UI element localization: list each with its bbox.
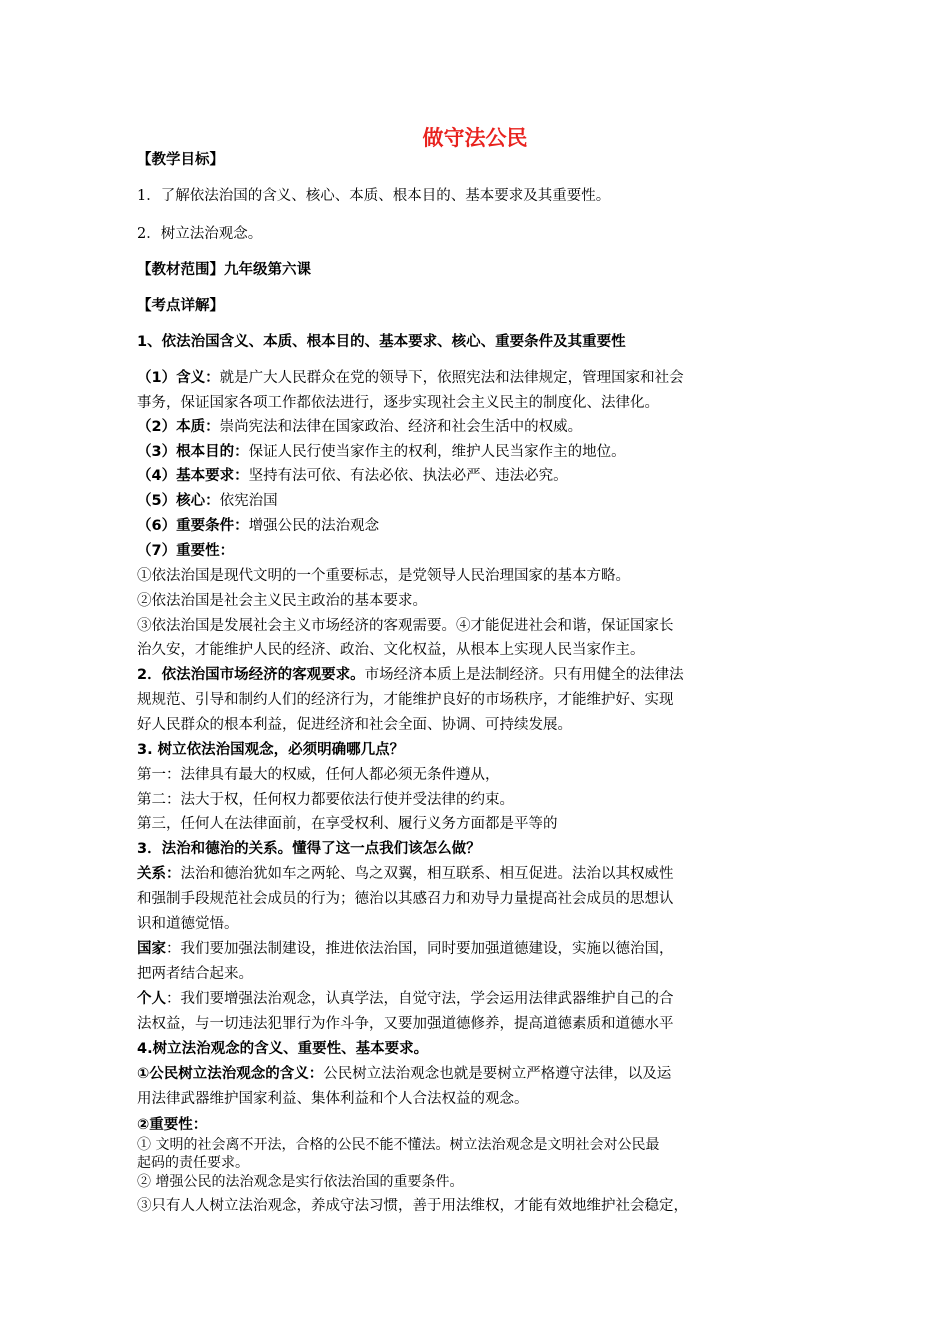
meaning-4-label: ①公民树立法治观念的含义： (137, 1066, 324, 1082)
section-1-heading: 1、依法治国含义、本质、根本目的、基本要求、核心、重要条件及其重要性 (137, 334, 626, 350)
details-heading: 【考点详解】 (137, 298, 224, 314)
section-2-heading: 2．依法治国市场经济的客观要求。 (137, 667, 365, 683)
person-label: 个人 (137, 991, 166, 1007)
relation-line-2: 和强制手段规范社会成员的行为；德治以其感召力和劝导力量提高社会成员的思想认 (137, 891, 674, 907)
relation-line-3: 识和道德觉悟。 (137, 916, 239, 932)
meaning-label: （1）含义： (137, 370, 220, 386)
section-2-line-3: 好人民群众的根本利益，促进经济和社会全面、协调、可持续发展。 (137, 717, 572, 733)
essence-line: （2）本质：崇尚宪法和法律在国家政治、经济和社会生活中的权威。 (137, 419, 583, 435)
section-2-line-1: 2．依法治国市场经济的客观要求。市场经济本质上是法制经济。只有用健全的法律法 (137, 667, 684, 683)
section-4-heading: 4.树立法治观念的含义、重要性、基本要求。 (137, 1041, 429, 1057)
meaning-4-line-2: 用法律武器维护国家利益、集体利益和个人合法权益的观念。 (137, 1091, 529, 1107)
importance-item-3: ③依法治国是发展社会主义市场经济的客观需要。④才能促进社会和谐，保证国家长 (137, 618, 674, 634)
meaning-line (137, 368, 684, 388)
document-title: 做守法公民 (422, 126, 528, 150)
range-line: 【教材范围】九年级第六课 (137, 262, 311, 278)
requirements-line: （4）基本要求：坚持有法可依、有法必依、执法必严、违法必究。 (137, 468, 568, 484)
core-line: （5）核心：依宪治国 (137, 493, 278, 509)
section-2-line-2: 规规范、引导和制约人们的经济行为，才能维护良好的市场秩序，才能维护好、实现 (137, 692, 674, 708)
importance-4-label: ②重要性： (137, 1117, 208, 1133)
importance-item-1: ①依法治国是现代文明的一个重要标志，是党领导人民治理国家的基本方略。 (137, 568, 630, 584)
person-line-2: 法权益，与一切违法犯罪行为作斗争，又要加强道德修养，提高道德素质和道德水平 (137, 1016, 674, 1032)
goals-heading: 【教学目标】 (137, 152, 224, 168)
nation-line-2: 把两者结合起来。 (137, 966, 253, 982)
section-3b-heading: 3．法治和德治的关系。懂得了这一点我们该怎么做？ (137, 841, 481, 857)
importance-item-2: ②依法治国是社会主义民主政治的基本要求。 (137, 593, 427, 609)
section-3-point-1: 第一：法律具有最大的权威，任何人都必须无条件遵从， (137, 767, 500, 783)
relation-line-1: 关系：法治和德治犹如车之两轮、鸟之双翼，相互联系、相互促进。法治以其权威性 (137, 866, 674, 882)
importance-4-item-2: ② 增强公民的法治观念是实行依法治国的重要条件。 (137, 1174, 464, 1190)
importance-label: （7）重要性： (137, 543, 235, 559)
relation-label: 关系： (137, 866, 181, 882)
meaning-4-line-1: ①公民树立法治观念的含义：公民树立法治观念也就是要树立严格遵守法律，以及运 (137, 1066, 672, 1082)
importance-item-3-cont: 治久安，才能维护人民的经济、政治、文化权益，从根本上实现人民当家作主。 (137, 642, 645, 658)
meaning-text: 就是广大人民群众在党的领导下，依照宪法和法律规定，管理国家和社会 (219, 370, 684, 386)
meaning-line-2: 事务，保证国家各项工作都依法进行，逐步实现社会主义民主的制度化、法律化。 (137, 395, 659, 411)
nation-line-1: 国家：我们要加强法制建设，推进依法治国，同时要加强道德建设，实施以德治国， (137, 941, 674, 957)
importance-4-item-1: ① 文明的社会离不开法，合格的公民不能不懂法。树立法治观念是文明社会对公民最 (137, 1137, 660, 1153)
section-3-point-3: 第三，任何人在法律面前，在享受权利、履行义务方面都是平等的 (137, 816, 558, 832)
goal-item-2: 2．树立法治观念。 (137, 226, 263, 242)
nation-label: 国家 (137, 941, 166, 957)
person-line-1: 个人：我们要增强法治观念，认真学法，自觉守法，学会运用法律武器维护自己的合 (137, 991, 674, 1007)
importance-4-item-1-cont: 起码的责任要求。 (137, 1155, 249, 1171)
condition-line: （6）重要条件：增强公民的法治观念 (137, 518, 380, 534)
section-3-heading: 3. 树立依法治国观念，必须明确哪几点？ (137, 742, 405, 758)
section-3-point-2: 第二：法大于权，任何权力都要依法行使并受法律的约束。 (137, 792, 514, 808)
importance-4-item-3: ③只有人人树立法治观念，养成守法习惯，善于用法维权，才能有效地维护社会稳定， (137, 1198, 688, 1214)
goal-item-1: 1．了解依法治国的含义、核心、本质、根本目的、基本要求及其重要性。 (137, 188, 611, 204)
purpose-line: （3）根本目的：保证人民行使当家作主的权利，维护人民当家作主的地位。 (137, 444, 626, 460)
